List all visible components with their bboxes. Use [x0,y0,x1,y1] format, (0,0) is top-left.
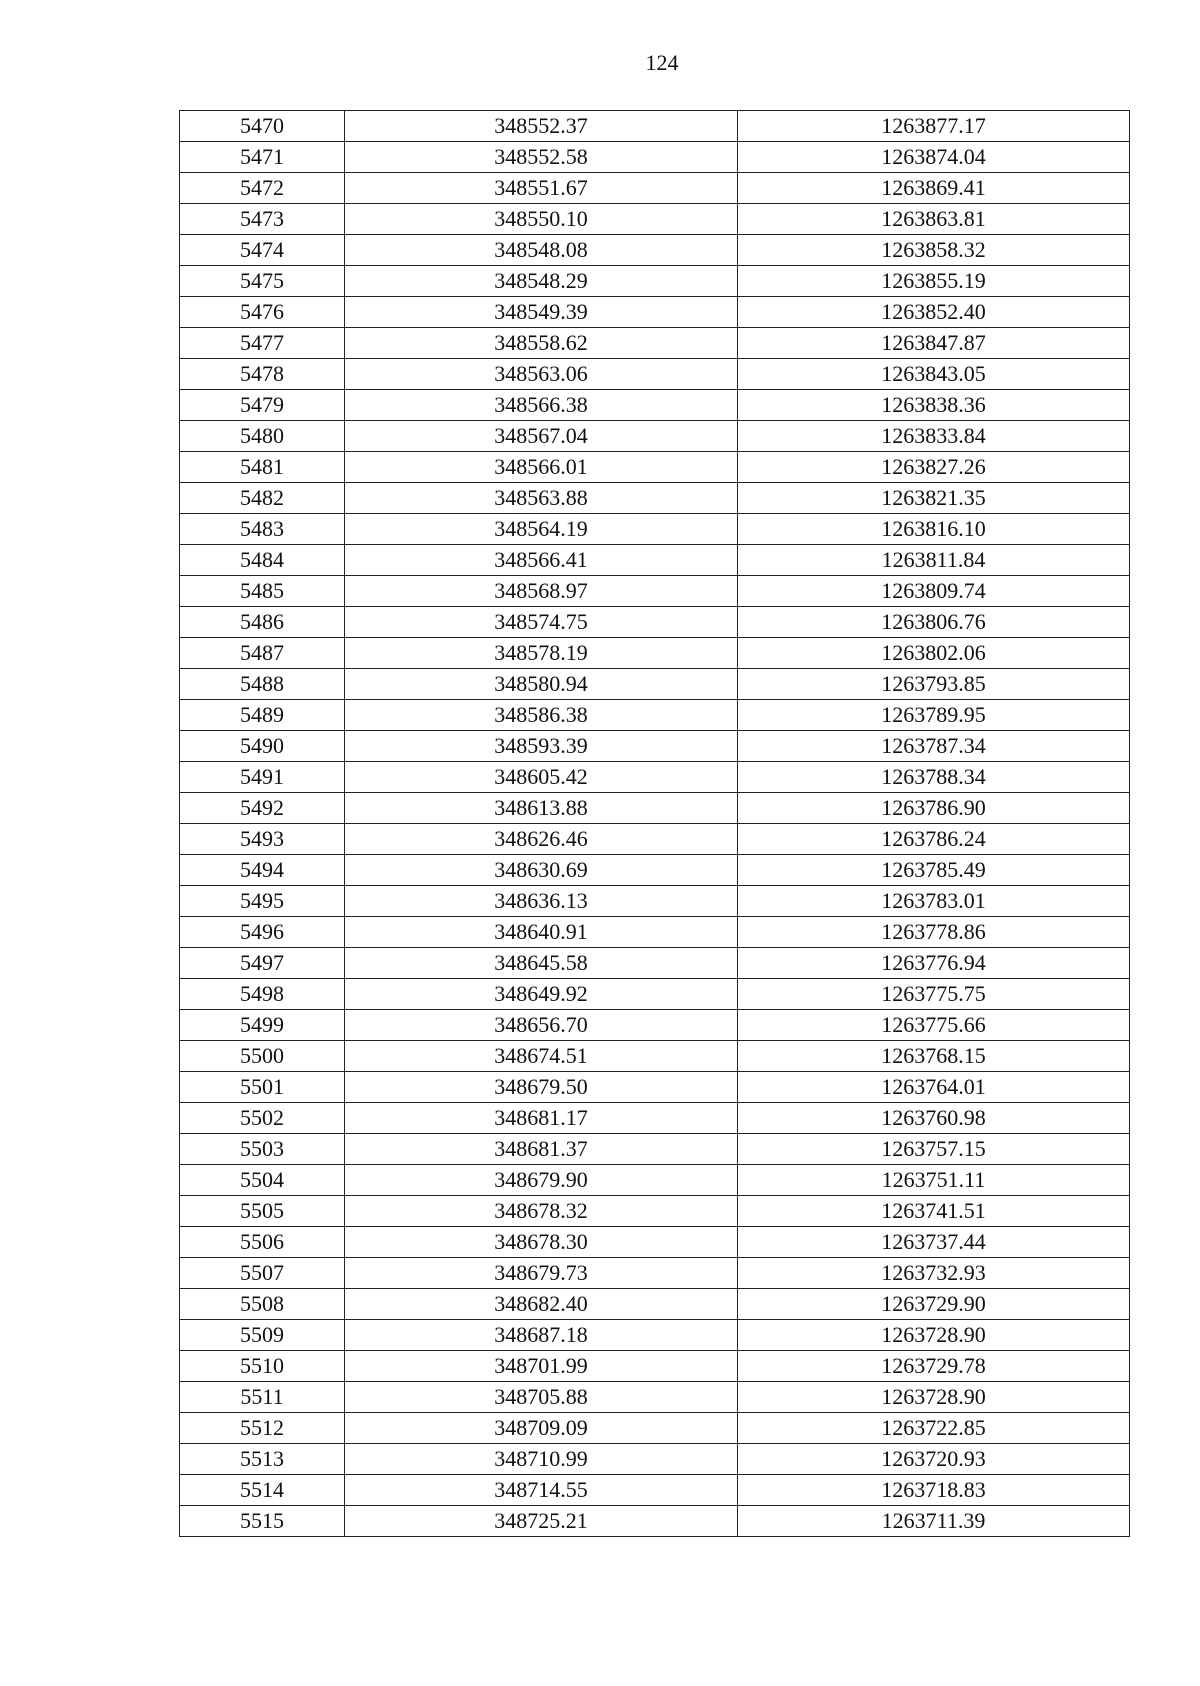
point-id-cell: 5496 [180,917,345,948]
point-id-cell: 5489 [180,700,345,731]
y-coordinate-cell: 1263741.51 [738,1196,1130,1227]
x-coordinate-cell: 348649.92 [345,979,738,1010]
x-coordinate-cell: 348564.19 [345,514,738,545]
table-row [180,917,1130,948]
point-id-cell: 5515 [180,1506,345,1537]
y-coordinate-cell: 1263843.05 [738,359,1130,390]
table-row [180,638,1130,669]
table-row [180,111,1130,142]
x-coordinate-cell: 348552.58 [345,142,738,173]
point-id-cell: 5509 [180,1320,345,1351]
y-coordinate-cell: 1263775.66 [738,1010,1130,1041]
x-coordinate-cell: 348656.70 [345,1010,738,1041]
point-id-cell: 5511 [180,1382,345,1413]
x-coordinate-cell: 348549.39 [345,297,738,328]
y-coordinate-cell: 1263720.93 [738,1444,1130,1475]
x-coordinate-cell: 348679.73 [345,1258,738,1289]
y-coordinate-cell: 1263729.78 [738,1351,1130,1382]
y-coordinate-cell: 1263722.85 [738,1413,1130,1444]
y-coordinate-cell: 1263768.15 [738,1041,1130,1072]
page-number: 124 [645,50,679,75]
y-coordinate-cell: 1263786.90 [738,793,1130,824]
y-coordinate-cell: 1263816.10 [738,514,1130,545]
point-id-cell: 5481 [180,452,345,483]
y-coordinate-cell: 1263838.36 [738,390,1130,421]
y-coordinate-cell: 1263793.85 [738,669,1130,700]
point-id-cell: 5470 [180,111,345,142]
x-coordinate-cell: 348681.37 [345,1134,738,1165]
y-coordinate-cell: 1263751.11 [738,1165,1130,1196]
point-id-cell: 5500 [180,1041,345,1072]
y-coordinate-cell: 1263757.15 [738,1134,1130,1165]
table-row [180,1227,1130,1258]
x-coordinate-cell: 348701.99 [345,1351,738,1382]
table-row [180,731,1130,762]
y-coordinate-cell: 1263783.01 [738,886,1130,917]
y-coordinate-cell: 1263863.81 [738,204,1130,235]
x-coordinate-cell: 348636.13 [345,886,738,917]
point-id-cell: 5506 [180,1227,345,1258]
point-id-cell: 5471 [180,142,345,173]
y-coordinate-cell: 1263760.98 [738,1103,1130,1134]
y-coordinate-cell: 1263847.87 [738,328,1130,359]
y-coordinate-cell: 1263785.49 [738,855,1130,886]
point-id-cell: 5508 [180,1289,345,1320]
y-coordinate-cell: 1263789.95 [738,700,1130,731]
point-id-cell: 5502 [180,1103,345,1134]
x-coordinate-cell: 348674.51 [345,1041,738,1072]
x-coordinate-cell: 348568.97 [345,576,738,607]
x-coordinate-cell: 348645.58 [345,948,738,979]
point-id-cell: 5495 [180,886,345,917]
y-coordinate-cell: 1263728.90 [738,1320,1130,1351]
point-id-cell: 5498 [180,979,345,1010]
x-coordinate-cell: 348566.38 [345,390,738,421]
x-coordinate-cell: 348682.40 [345,1289,738,1320]
y-coordinate-cell: 1263776.94 [738,948,1130,979]
point-id-cell: 5472 [180,173,345,204]
x-coordinate-cell: 348566.41 [345,545,738,576]
table-row [180,1289,1130,1320]
point-id-cell: 5484 [180,545,345,576]
x-coordinate-cell: 348566.01 [345,452,738,483]
y-coordinate-cell: 1263869.41 [738,173,1130,204]
point-id-cell: 5504 [180,1165,345,1196]
table-row [180,1444,1130,1475]
y-coordinate-cell: 1263821.35 [738,483,1130,514]
table-row [180,855,1130,886]
point-id-cell: 5480 [180,421,345,452]
y-coordinate-cell: 1263802.06 [738,638,1130,669]
point-id-cell: 5488 [180,669,345,700]
table-row [180,1506,1130,1537]
table-row [180,576,1130,607]
x-coordinate-cell: 348578.19 [345,638,738,669]
x-coordinate-cell: 348567.04 [345,421,738,452]
table-row [180,1103,1130,1134]
x-coordinate-cell: 348563.06 [345,359,738,390]
y-coordinate-cell: 1263788.34 [738,762,1130,793]
x-coordinate-cell: 348580.94 [345,669,738,700]
x-coordinate-cell: 348548.29 [345,266,738,297]
table-row [180,824,1130,855]
table-row [180,1041,1130,1072]
table-row [180,390,1130,421]
y-coordinate-cell: 1263737.44 [738,1227,1130,1258]
x-coordinate-cell: 348574.75 [345,607,738,638]
table-row [180,297,1130,328]
point-id-cell: 5486 [180,607,345,638]
point-id-cell: 5497 [180,948,345,979]
table-row [180,204,1130,235]
table-row [180,266,1130,297]
point-id-cell: 5475 [180,266,345,297]
table-row [180,1010,1130,1041]
y-coordinate-cell: 1263778.86 [738,917,1130,948]
point-id-cell: 5505 [180,1196,345,1227]
point-id-cell: 5501 [180,1072,345,1103]
point-id-cell: 5477 [180,328,345,359]
table-row [180,235,1130,266]
point-id-cell: 5514 [180,1475,345,1506]
x-coordinate-cell: 348678.32 [345,1196,738,1227]
point-id-cell: 5473 [180,204,345,235]
table-row [180,1351,1130,1382]
table-row [180,359,1130,390]
x-coordinate-cell: 348626.46 [345,824,738,855]
point-id-cell: 5513 [180,1444,345,1475]
point-id-cell: 5491 [180,762,345,793]
table-row [180,886,1130,917]
x-coordinate-cell: 348725.21 [345,1506,738,1537]
coordinates-table-body [180,111,1130,1537]
y-coordinate-cell: 1263718.83 [738,1475,1130,1506]
point-id-cell: 5474 [180,235,345,266]
table-row [180,948,1130,979]
y-coordinate-cell: 1263809.74 [738,576,1130,607]
x-coordinate-cell: 348563.88 [345,483,738,514]
y-coordinate-cell: 1263775.75 [738,979,1130,1010]
table-row [180,700,1130,731]
y-coordinate-cell: 1263728.90 [738,1382,1130,1413]
table-row [180,483,1130,514]
y-coordinate-cell: 1263806.76 [738,607,1130,638]
x-coordinate-cell: 348681.17 [345,1103,738,1134]
x-coordinate-cell: 348593.39 [345,731,738,762]
table-row [180,1134,1130,1165]
point-id-cell: 5493 [180,824,345,855]
point-id-cell: 5503 [180,1134,345,1165]
x-coordinate-cell: 348550.10 [345,204,738,235]
y-coordinate-cell: 1263729.90 [738,1289,1130,1320]
point-id-cell: 5487 [180,638,345,669]
point-id-cell: 5492 [180,793,345,824]
table-row [180,1196,1130,1227]
table-row [180,514,1130,545]
table-row [180,1072,1130,1103]
x-coordinate-cell: 348548.08 [345,235,738,266]
x-coordinate-cell: 348679.90 [345,1165,738,1196]
coordinates-table [179,110,1130,1537]
x-coordinate-cell: 348640.91 [345,917,738,948]
y-coordinate-cell: 1263833.84 [738,421,1130,452]
table-row [180,452,1130,483]
x-coordinate-cell: 348551.67 [345,173,738,204]
y-coordinate-cell: 1263877.17 [738,111,1130,142]
table-row [180,142,1130,173]
table-row [180,762,1130,793]
x-coordinate-cell: 348714.55 [345,1475,738,1506]
x-coordinate-cell: 348687.18 [345,1320,738,1351]
x-coordinate-cell: 348613.88 [345,793,738,824]
y-coordinate-cell: 1263852.40 [738,297,1130,328]
x-coordinate-cell: 348630.69 [345,855,738,886]
table-row [180,793,1130,824]
y-coordinate-cell: 1263787.34 [738,731,1130,762]
x-coordinate-cell: 348709.09 [345,1413,738,1444]
table-row [180,1413,1130,1444]
table-row [180,1165,1130,1196]
table-row [180,1258,1130,1289]
table-row [180,328,1130,359]
table-row [180,173,1130,204]
y-coordinate-cell: 1263786.24 [738,824,1130,855]
x-coordinate-cell: 348679.50 [345,1072,738,1103]
y-coordinate-cell: 1263855.19 [738,266,1130,297]
table-row [180,979,1130,1010]
table-row [180,545,1130,576]
point-id-cell: 5478 [180,359,345,390]
point-id-cell: 5512 [180,1413,345,1444]
point-id-cell: 5494 [180,855,345,886]
x-coordinate-cell: 348678.30 [345,1227,738,1258]
x-coordinate-cell: 348705.88 [345,1382,738,1413]
x-coordinate-cell: 348586.38 [345,700,738,731]
x-coordinate-cell: 348710.99 [345,1444,738,1475]
point-id-cell: 5476 [180,297,345,328]
table-row [180,1382,1130,1413]
y-coordinate-cell: 1263811.84 [738,545,1130,576]
point-id-cell: 5510 [180,1351,345,1382]
table-row [180,607,1130,638]
point-id-cell: 5479 [180,390,345,421]
y-coordinate-cell: 1263764.01 [738,1072,1130,1103]
point-id-cell: 5482 [180,483,345,514]
point-id-cell: 5507 [180,1258,345,1289]
y-coordinate-cell: 1263858.32 [738,235,1130,266]
table-row [180,669,1130,700]
table-row [180,1475,1130,1506]
y-coordinate-cell: 1263874.04 [738,142,1130,173]
point-id-cell: 5490 [180,731,345,762]
point-id-cell: 5485 [180,576,345,607]
y-coordinate-cell: 1263827.26 [738,452,1130,483]
point-id-cell: 5499 [180,1010,345,1041]
x-coordinate-cell: 348558.62 [345,328,738,359]
table-row [180,1320,1130,1351]
y-coordinate-cell: 1263711.39 [738,1506,1130,1537]
x-coordinate-cell: 348552.37 [345,111,738,142]
point-id-cell: 5483 [180,514,345,545]
y-coordinate-cell: 1263732.93 [738,1258,1130,1289]
x-coordinate-cell: 348605.42 [345,762,738,793]
table-row [180,421,1130,452]
